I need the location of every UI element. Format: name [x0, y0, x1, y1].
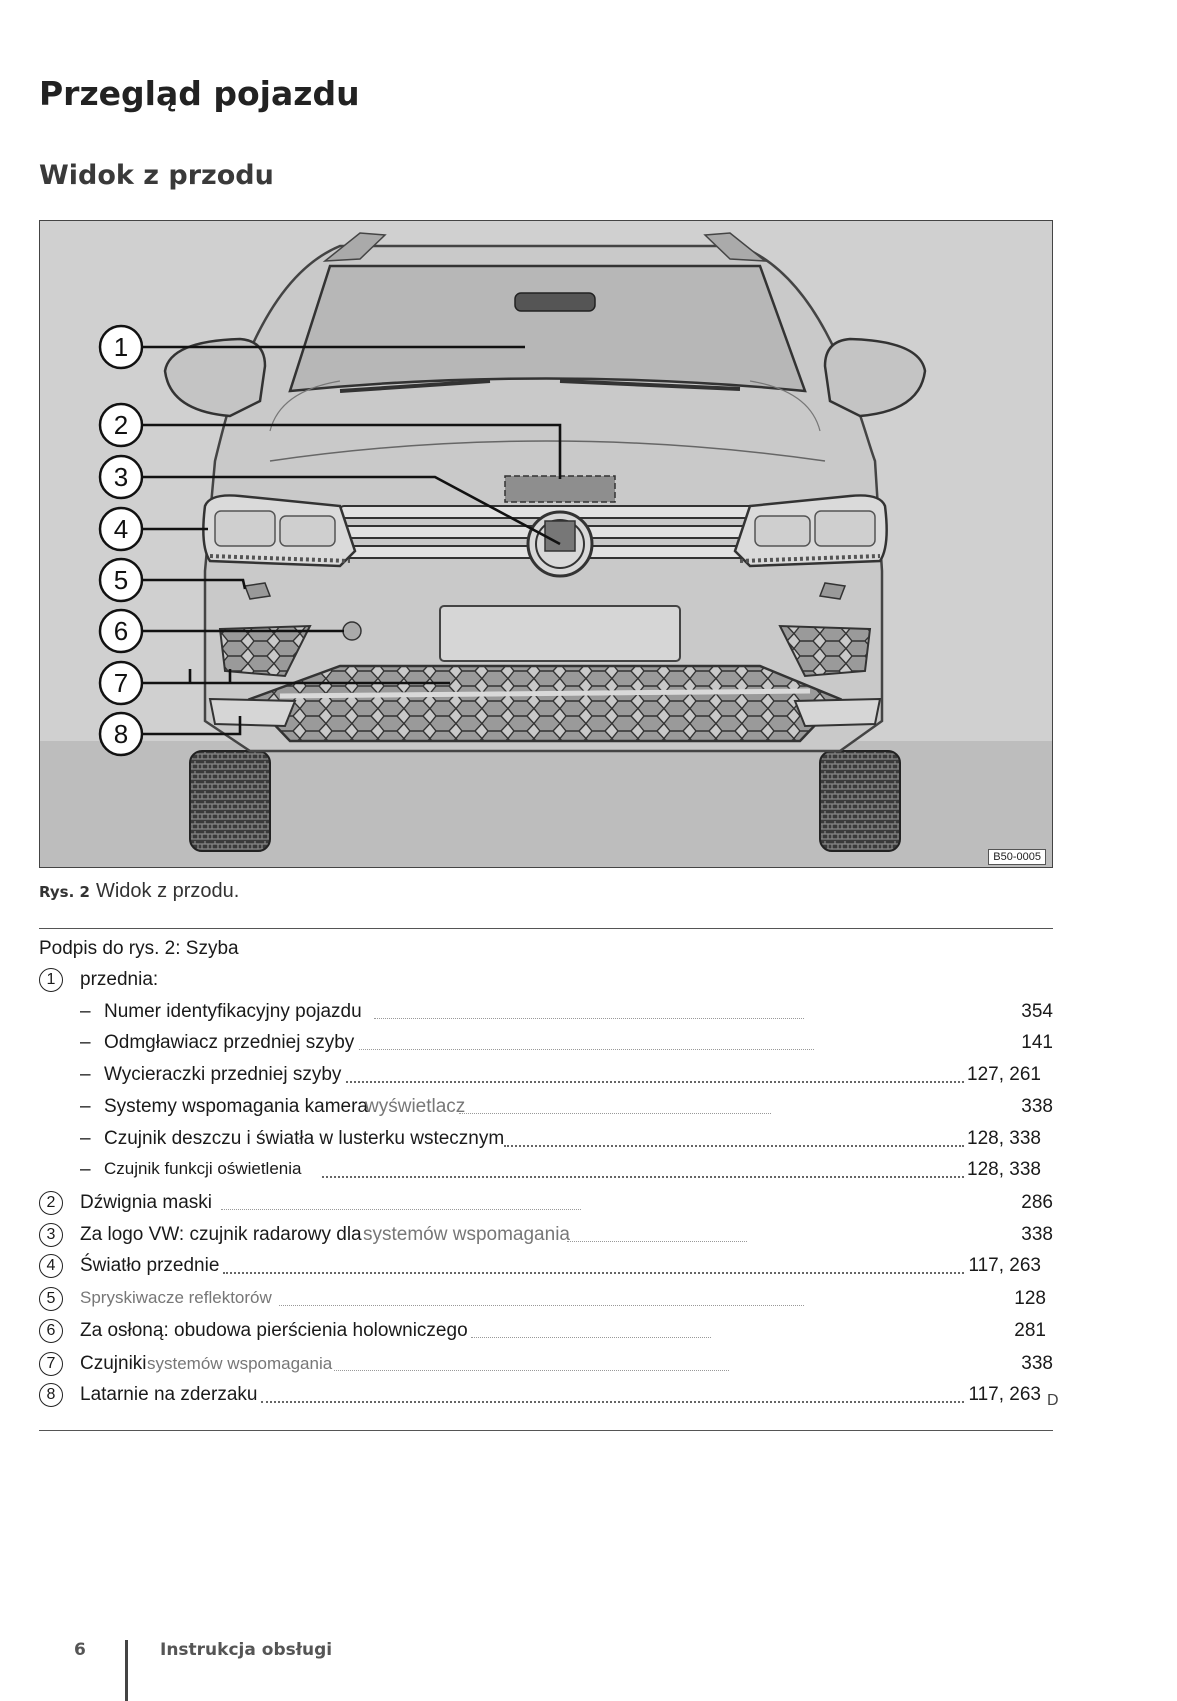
- legend-number: 5: [39, 1287, 63, 1311]
- section-end-mark: D: [1047, 1392, 1059, 1409]
- leader-dots: [279, 1291, 804, 1306]
- legend-bottom-rule: [39, 1430, 1053, 1431]
- page-link[interactable]: 338: [1021, 1096, 1053, 1117]
- leader-dots: [334, 1356, 729, 1371]
- legend-number: 4: [39, 1254, 63, 1278]
- legend-item: [39, 969, 1053, 995]
- dash-bullet: –: [80, 1096, 91, 1117]
- legend-item: [39, 1255, 1053, 1281]
- leader-dots: [346, 1067, 964, 1083]
- dash-bullet: –: [80, 1128, 91, 1149]
- page-link[interactable]: 141: [1021, 1032, 1053, 1053]
- legend-number: 1: [39, 968, 63, 992]
- leader-dots: [359, 1035, 814, 1050]
- page-link[interactable]: 128, 338: [967, 1159, 1041, 1180]
- leader-dots: [374, 1004, 804, 1019]
- legend-label: Systemy wspomagania kamera: [104, 1096, 368, 1117]
- legend-label: Numer identyfikacyjny pojazdu: [104, 1001, 362, 1022]
- legend-item: [39, 1001, 1053, 1027]
- legend-label-extra: wyświetlacz: [365, 1096, 466, 1117]
- page-link[interactable]: 338: [1021, 1353, 1053, 1374]
- legend-label-extra: systemów wspomagania: [147, 1354, 333, 1373]
- page-link[interactable]: 117, 263: [968, 1255, 1041, 1276]
- callout-label-3: 3: [113, 462, 129, 492]
- legend-item: [39, 1159, 1053, 1185]
- callout-label-7: 7: [113, 668, 129, 698]
- page-link[interactable]: 117, 263: [968, 1384, 1041, 1405]
- caption-label: Rys. 2: [39, 883, 90, 901]
- legend-label: Spryskiwacze reflektorów: [80, 1288, 272, 1307]
- legend-number: 6: [39, 1319, 63, 1343]
- legend-label-extra: systemów wspomagania: [363, 1224, 570, 1245]
- callout-label-1: 1: [113, 332, 129, 362]
- page-title: Przegląd pojazdu: [39, 74, 360, 113]
- legend-label: Za logo VW: czujnik radarowy dla: [80, 1224, 362, 1245]
- footer-title: Instrukcja obsługi: [160, 1640, 333, 1660]
- legend-item: [39, 1353, 1053, 1379]
- legend-label: Dźwignia maski: [80, 1192, 212, 1213]
- footer-divider: [125, 1640, 128, 1701]
- legend-number: 2: [39, 1191, 63, 1215]
- legend-label: Światło przednie: [80, 1255, 220, 1276]
- section-title: Widok z przodu: [39, 160, 274, 191]
- car-front-illustration: [40, 221, 1053, 868]
- legend-label: Czujnik funkcji oświetlenia: [104, 1159, 302, 1178]
- legend-item: [39, 1032, 1053, 1058]
- figure-caption: [39, 880, 239, 903]
- caption-text: Widok z przodu.: [95, 880, 240, 902]
- legend-number: 8: [39, 1383, 63, 1407]
- leader-dots: [223, 1258, 964, 1274]
- leader-dots: [567, 1227, 747, 1242]
- leader-dots: [261, 1387, 964, 1403]
- vehicle-front-figure: [39, 220, 1053, 868]
- callout-label-4: 4: [113, 514, 129, 544]
- legend-label: Wycieraczki przedniej szyby: [104, 1064, 342, 1085]
- legend-item: [39, 1064, 1053, 1090]
- legend-label: Odmgławiacz przedniej szyby: [104, 1032, 355, 1053]
- callout-label-8: 8: [113, 719, 129, 749]
- leader-dots: [504, 1131, 964, 1147]
- legend-item: [39, 1192, 1053, 1218]
- page-link[interactable]: 281: [1014, 1320, 1046, 1341]
- legend-top-rule: [39, 928, 1053, 929]
- legend-label: Czujniki: [80, 1353, 147, 1374]
- dash-bullet: –: [80, 1001, 91, 1022]
- callout-label-5: 5: [113, 565, 129, 595]
- legend-item: [39, 1096, 1053, 1122]
- leader-dots: [322, 1162, 964, 1178]
- page-link[interactable]: 286: [1021, 1192, 1053, 1213]
- leader-dots: [221, 1195, 581, 1210]
- dash-bullet: –: [80, 1159, 91, 1180]
- page-link[interactable]: 128, 338: [967, 1128, 1041, 1149]
- page-link[interactable]: 127, 261: [967, 1064, 1041, 1085]
- legend-item: [39, 1288, 1053, 1314]
- legend-title: Podpis do rys. 2: Szyba: [39, 938, 239, 959]
- dash-bullet: –: [80, 1032, 91, 1053]
- legend-label: Czujnik deszczu i światła w lusterku wstecznym: [104, 1128, 505, 1149]
- page-link[interactable]: 128: [1014, 1288, 1046, 1309]
- page-link[interactable]: 338: [1021, 1224, 1053, 1245]
- legend-item: [39, 1224, 1053, 1250]
- page-number: 6: [74, 1640, 86, 1660]
- leader-dots: [459, 1099, 771, 1114]
- legend-number: 7: [39, 1352, 63, 1376]
- legend-label: przednia:: [80, 969, 159, 990]
- callout-label-2: 2: [113, 410, 129, 440]
- legend-item: [39, 1128, 1053, 1154]
- legend-label: Latarnie na zderzaku: [80, 1384, 258, 1405]
- legend-item: [39, 1384, 1053, 1410]
- callout-label-6: 6: [113, 616, 129, 646]
- dash-bullet: –: [80, 1064, 91, 1085]
- legend-label: Za osłoną: obudowa pierścienia holowniczego: [80, 1320, 468, 1341]
- figure-code: B50-0005: [988, 849, 1046, 865]
- legend-number: 3: [39, 1223, 63, 1247]
- legend-item: [39, 1320, 1053, 1346]
- page-link[interactable]: 354: [1021, 1001, 1053, 1022]
- leader-dots: [471, 1323, 711, 1338]
